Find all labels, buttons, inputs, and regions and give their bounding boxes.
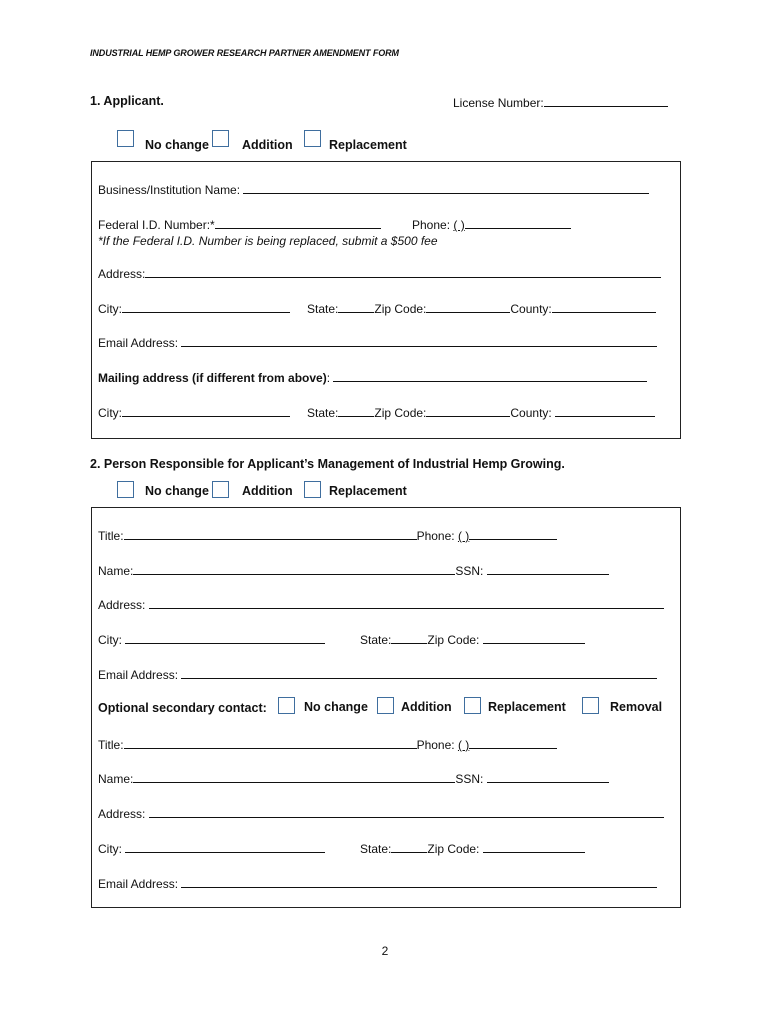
s1-state-label: State:: [307, 302, 339, 316]
form-header-title: INDUSTRIAL HEMP GROWER RESEARCH PARTNER AMENDMENT FORM: [90, 48, 399, 58]
s1-mail-state-zip-county-row: [307, 404, 655, 420]
s2-name-field[interactable]: [133, 562, 455, 575]
sec-address-row: [98, 805, 664, 821]
s2-phone-field[interactable]: [469, 527, 557, 540]
s2-addition-checkbox[interactable]: [212, 481, 229, 498]
federal-id-field[interactable]: [215, 216, 381, 229]
s1-replacement-label: Replacement: [329, 138, 407, 152]
s1-city-row: [98, 300, 290, 316]
sec-title-label: Title:: [98, 738, 124, 752]
s1-mail-zip-field[interactable]: [426, 404, 510, 417]
sec-city-field[interactable]: [125, 840, 325, 853]
s1-no-change-label: No change: [145, 138, 209, 152]
s1-mail-city-label: City:: [98, 406, 122, 420]
mailing-address-colon: :: [326, 371, 331, 385]
s1-zip-field[interactable]: [426, 300, 510, 313]
sec-replacement-checkbox[interactable]: [464, 697, 481, 714]
federal-id-note: *If the Federal I.D. Number is being replaced, submit a $500 fee: [98, 234, 438, 248]
federal-id-row: [98, 216, 381, 232]
sec-phone-label: Phone:: [416, 738, 455, 752]
s1-addition-checkbox[interactable]: [212, 130, 229, 147]
s2-name-label: Name:: [98, 564, 134, 578]
sec-no-change-checkbox[interactable]: [278, 697, 295, 714]
sec-email-label: Email Address:: [98, 877, 179, 891]
s2-state-label: State:: [360, 633, 392, 647]
s2-title-field[interactable]: [124, 527, 417, 540]
sec-email-row: [98, 875, 657, 891]
business-name-row: [98, 181, 649, 197]
s2-replacement-checkbox[interactable]: [304, 481, 321, 498]
license-number-label: License Number:: [453, 96, 544, 110]
sec-ssn-label: SSN:: [455, 772, 484, 786]
s2-email-field[interactable]: [181, 666, 657, 679]
s2-state-zip-row: [360, 631, 585, 647]
s1-zip-label: Zip Code:: [374, 302, 427, 316]
s2-replacement-label: Replacement: [329, 484, 407, 498]
s1-email-label: Email Address:: [98, 336, 179, 350]
sec-address-label: Address:: [98, 807, 146, 821]
sec-address-field[interactable]: [149, 805, 664, 818]
s1-phone-label: Phone:: [412, 218, 451, 232]
s2-state-field[interactable]: [391, 631, 427, 644]
page-number: 2: [381, 944, 389, 958]
s1-mail-county-field[interactable]: [555, 404, 655, 417]
sec-replacement-label: Replacement: [488, 700, 566, 714]
sec-zip-field[interactable]: [483, 840, 585, 853]
sec-name-field[interactable]: [133, 770, 455, 783]
s1-mail-county-label: County:: [510, 406, 552, 420]
sec-phone-area-code[interactable]: ( ): [457, 738, 470, 752]
s2-email-row: [98, 666, 657, 682]
s2-address-row: [98, 596, 664, 612]
section-1-heading: 1. Applicant.: [90, 94, 164, 108]
sec-addition-checkbox[interactable]: [377, 697, 394, 714]
s2-city-row: [98, 631, 325, 647]
s1-address-field[interactable]: [145, 265, 661, 278]
s2-email-label: Email Address:: [98, 668, 179, 682]
s2-city-field[interactable]: [125, 631, 325, 644]
secondary-contact-label: Optional secondary contact:: [98, 701, 267, 715]
sec-city-row: [98, 840, 325, 856]
sec-ssn-field[interactable]: [487, 770, 609, 783]
s2-addition-label: Addition: [242, 484, 293, 498]
s1-city-field[interactable]: [122, 300, 290, 313]
s1-phone-field[interactable]: [465, 216, 571, 229]
s2-name-row: [98, 562, 609, 578]
license-number-field[interactable]: [544, 94, 668, 107]
sec-state-label: State:: [360, 842, 392, 856]
s1-email-field[interactable]: [181, 334, 657, 347]
s1-no-change-checkbox[interactable]: [117, 130, 134, 147]
s1-state-zip-county-row: [307, 300, 656, 316]
s1-phone-area-code[interactable]: ( ): [453, 218, 465, 232]
sec-zip-label: Zip Code:: [427, 842, 480, 856]
mailing-address-row: [98, 369, 647, 385]
s1-county-field[interactable]: [552, 300, 656, 313]
s2-city-label: City:: [98, 633, 122, 647]
s1-replacement-checkbox[interactable]: [304, 130, 321, 147]
s2-ssn-label: SSN:: [455, 564, 484, 578]
s2-no-change-checkbox[interactable]: [117, 481, 134, 498]
mailing-address-field[interactable]: [333, 369, 647, 382]
s2-zip-label: Zip Code:: [427, 633, 480, 647]
s1-mail-state-label: State:: [307, 406, 339, 420]
sec-removal-label: Removal: [610, 700, 663, 714]
sec-email-field[interactable]: [181, 875, 657, 888]
s1-addition-label: Addition: [242, 138, 293, 152]
federal-id-label: Federal I.D. Number:*: [98, 218, 215, 232]
sec-title-row: [98, 736, 557, 752]
sec-name-row: [98, 770, 609, 786]
s2-address-label: Address:: [98, 598, 146, 612]
s1-city-label: City:: [98, 302, 122, 316]
s1-county-label: County:: [510, 302, 552, 316]
sec-addition-label: Addition: [401, 700, 452, 714]
s2-no-change-label: No change: [145, 484, 209, 498]
sec-no-change-label: No change: [304, 700, 368, 714]
sec-city-label: City:: [98, 842, 122, 856]
sec-state-field[interactable]: [391, 840, 427, 853]
s2-phone-label: Phone:: [416, 529, 455, 543]
mailing-address-label: Mailing address (if different from above): [98, 371, 327, 385]
sec-state-zip-row: [360, 840, 585, 856]
s2-title-row: [98, 527, 557, 543]
s1-address-row: [98, 265, 661, 281]
s2-zip-field[interactable]: [483, 631, 585, 644]
sec-removal-checkbox[interactable]: [582, 697, 599, 714]
sec-phone-field[interactable]: [469, 736, 557, 749]
business-name-field[interactable]: [243, 181, 649, 194]
s1-mail-city-field[interactable]: [122, 404, 290, 417]
s2-ssn-field[interactable]: [487, 562, 609, 575]
license-number-row: [453, 94, 668, 110]
s2-phone-area-code[interactable]: ( ): [457, 529, 470, 543]
s2-address-field[interactable]: [149, 596, 664, 609]
s1-state-field[interactable]: [338, 300, 374, 313]
business-name-label: Business/Institution Name:: [98, 183, 241, 197]
section-2-heading: 2. Person Responsible for Applicant’s Management of Industrial Hemp Growing.: [90, 457, 565, 471]
s1-address-label: Address:: [98, 267, 146, 281]
s1-email-row: [98, 334, 657, 350]
s1-mail-state-field[interactable]: [338, 404, 374, 417]
s1-mail-city-row: [98, 404, 290, 420]
s1-phone-row: [412, 216, 571, 232]
sec-title-field[interactable]: [124, 736, 417, 749]
s2-title-label: Title:: [98, 529, 124, 543]
s1-mail-zip-label: Zip Code:: [374, 406, 427, 420]
sec-name-label: Name:: [98, 772, 134, 786]
